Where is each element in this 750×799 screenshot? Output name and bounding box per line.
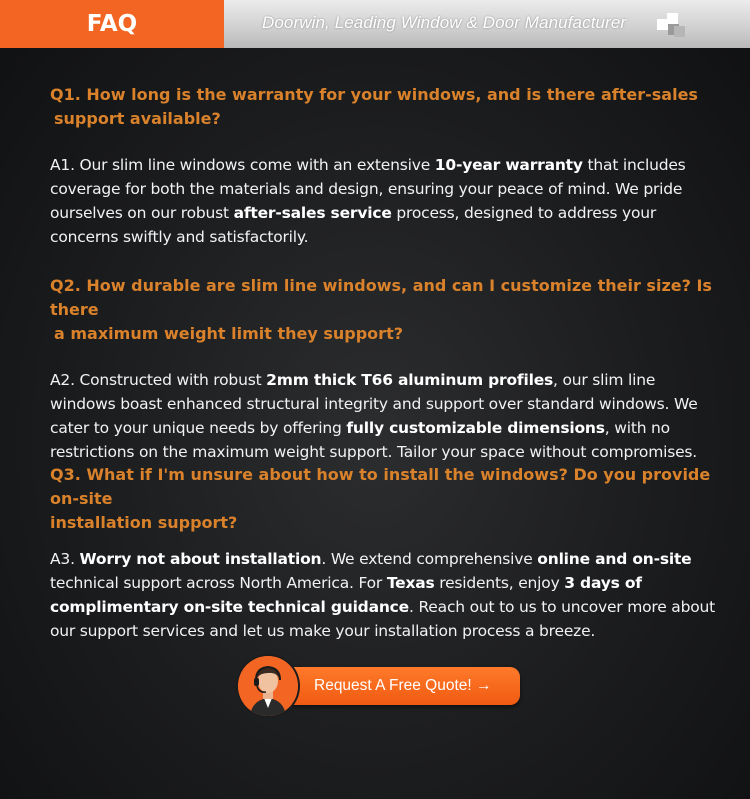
answer-text: A1. Our slim line windows come with an extensive [50,156,435,174]
question-line: a maximum weight limit they support? [54,324,403,343]
answer-2 [50,368,720,464]
answer-text: process, designed to address your concerns swiftly and satisfactorily. [50,204,657,246]
answer-3 [50,547,720,643]
brand-tagline: Doorwin, Leading Window & Door Manufacturer [262,13,627,32]
answer-highlight: online and on-site [537,550,692,568]
answer-text: . Reach out to us to uncover more about our support services and let us make your installation process a breeze. [50,598,715,640]
question-2 [50,274,720,346]
answer-highlight: after-sales service [233,204,392,222]
faq-item-1 [50,83,720,249]
answer-highlight: Worry not about installation [79,550,322,568]
question-line: support available? [54,109,221,128]
question-3 [50,463,720,535]
answer-highlight: fully customizable dimensions [346,419,605,437]
question-line: Q1. How long is the warranty for your windows, and is there after-sales [50,85,698,104]
answer-text: , our slim line windows boast enhanced structural integrity and support over standard windows. We cater to your unique needs by offering [50,371,698,437]
squares-logo-icon [655,12,685,38]
answer-text: A3. [50,550,80,568]
question-line: installation support? [50,513,238,532]
request-quote-cta[interactable] [238,656,528,716]
answer-text: that includes coverage for both the materials and design, ensuring your peace of mind. We pride ourselves on our robust [50,156,686,222]
answer-text: . We extend comprehensive [321,550,538,568]
answer-highlight: Texas [386,574,435,592]
question-1 [50,83,720,131]
support-agent-avatar-icon[interactable] [238,656,298,716]
faq-tab: FAQ [0,0,224,48]
faq-item-2 [50,274,720,464]
faq-item-3 [50,463,720,643]
answer-text: , with no restrictions on the maximum weight support. Tailor your space without compromises. [50,419,698,461]
answer-text: A2. Constructed with robust [50,371,267,389]
request-quote-button[interactable]: Request A Free Quote! → [274,667,520,705]
answer-text: residents, enjoy [434,574,565,592]
answer-highlight: 2mm thick T66 aluminum profiles [266,371,554,389]
answer-highlight: 10-year warranty [434,156,583,174]
answer-text: technical support across North America. For [50,574,387,592]
page-header [0,0,750,48]
question-line: Q2. How durable are slim line windows, and can I customize their size? Is there [50,276,712,319]
question-line: Q3. What if I'm unsure about how to install the windows? Do you provide on-site [50,465,711,508]
answer-1 [50,153,720,249]
answer-highlight: 3 days of complimentary on-site technical guidance [50,574,642,616]
